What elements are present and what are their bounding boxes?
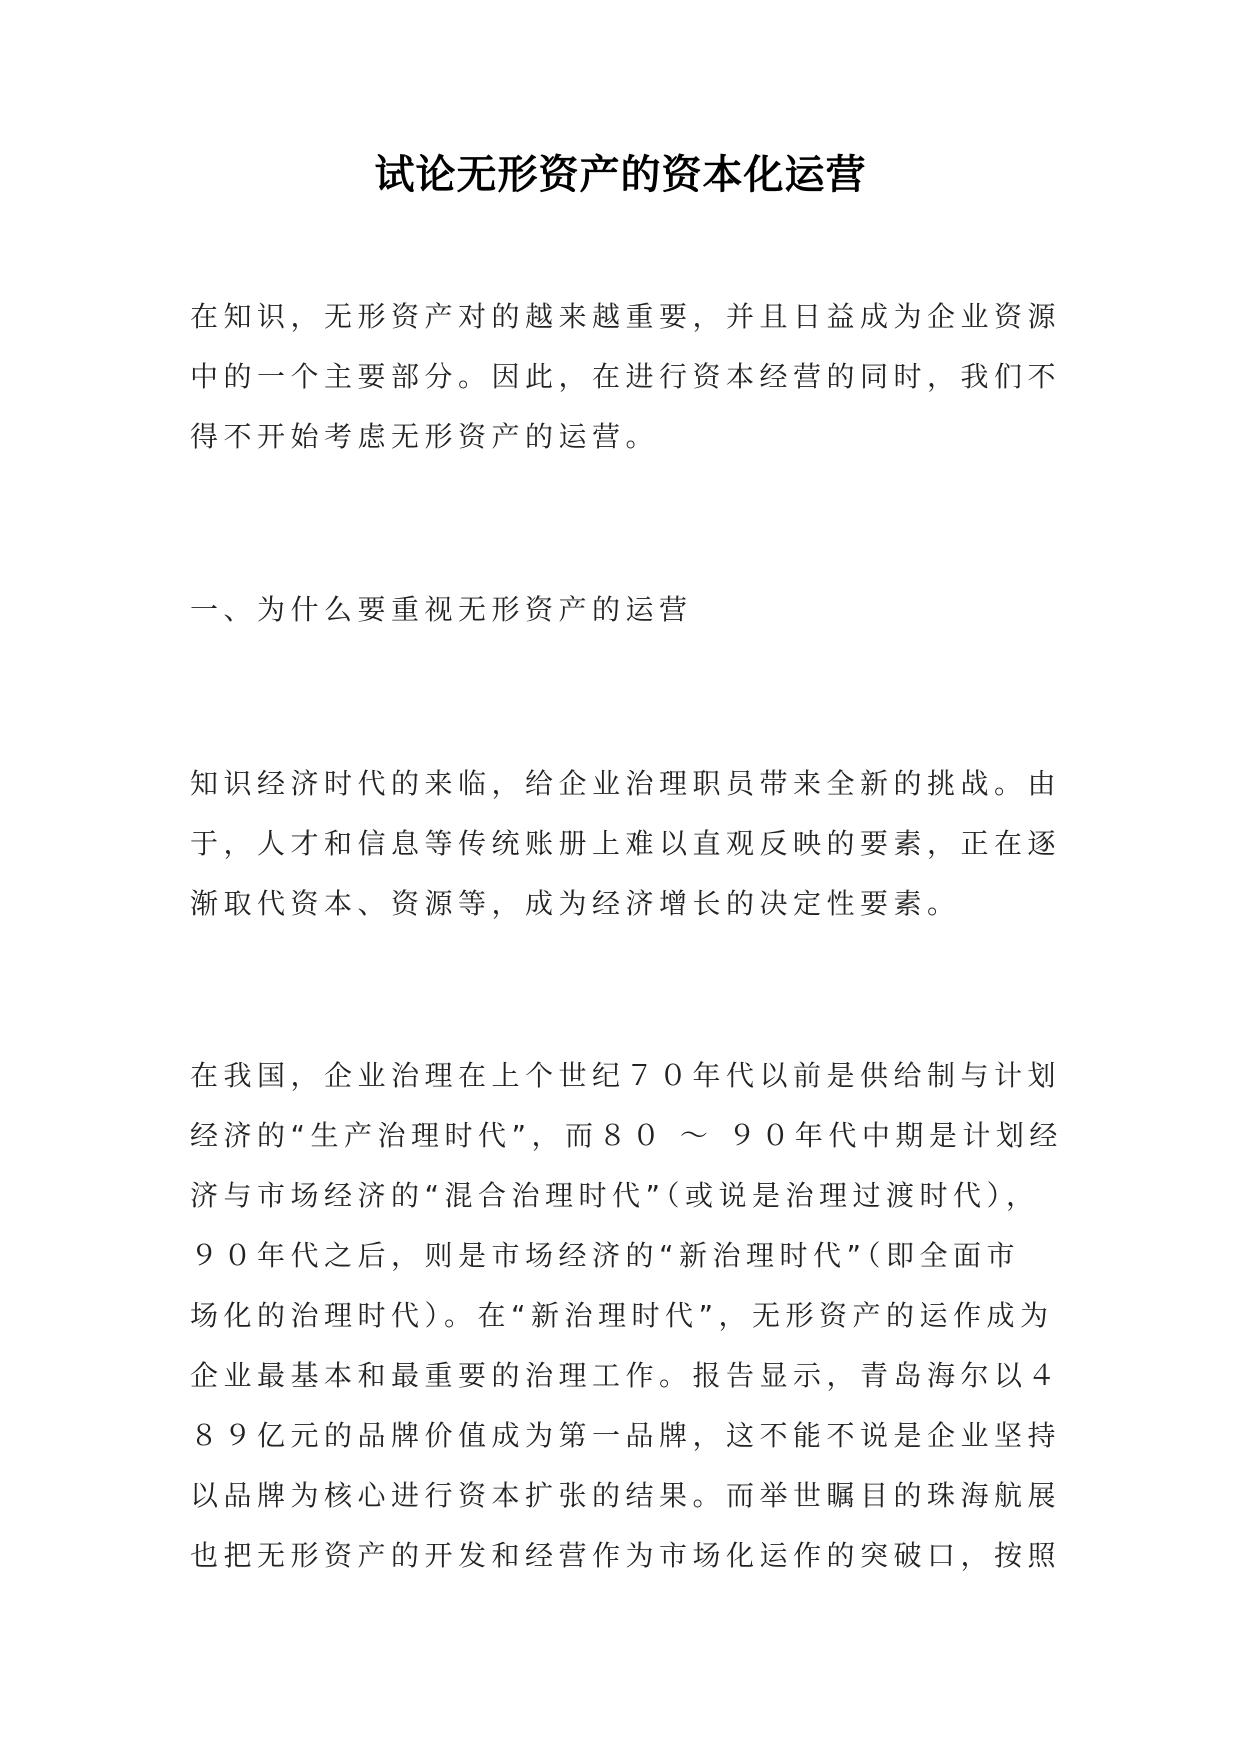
- text-line: 于，人才和信息等传统账册上难以直观反映的要素，正在逐: [190, 827, 1062, 860]
- document-title: 试论无形资产的资本化运营: [374, 151, 867, 198]
- text-line: 以品牌为核心进行资本扩张的结果。而举世瞩目的珠海航展: [190, 1479, 1062, 1512]
- text-line: 在我国，企业治理在上个世纪７０年代以前是供给制与计划: [190, 1059, 1062, 1092]
- text-line: ８９亿元的品牌价值成为第一品牌，这不能不说是企业坚持: [190, 1419, 1062, 1452]
- text-line: 得不开始考虑无形资产的运营。: [190, 420, 660, 453]
- text-line: 也把无形资产的开发和经营作为市场化运作的突破口，按照: [190, 1539, 1062, 1572]
- paragraph-knowledge-economy: [190, 754, 1060, 934]
- text-line: 经济的“生产治理时代”，而８０ ～ ９０年代中期是计划经: [190, 1119, 1063, 1152]
- section-heading-text: 一、为什么要重视无形资产的运营: [190, 593, 693, 626]
- paragraph-intro: [190, 287, 1060, 467]
- section-heading: [190, 580, 1060, 640]
- text-line: 场化的治理时代）。在“新治理时代”，无形资产的运作成为: [190, 1299, 1054, 1332]
- text-line: 渐取代资本、资源等，成为经济增长的决定性要素。: [190, 887, 961, 920]
- text-line: ９０年代之后，则是市场经济的“新治理时代”（即全面市: [190, 1239, 1021, 1272]
- paragraph-china-management: [190, 1046, 1063, 1586]
- text-line: 济与市场经济的“混合治理时代”（或说是治理过渡时代），: [190, 1179, 1040, 1212]
- text-line: 中的一个主要部分。因此，在进行资本经营的同时，我们不: [190, 360, 1062, 393]
- text-line: 企业最基本和最重要的治理工作。报告显示，青岛海尔以４: [190, 1359, 1062, 1392]
- text-line: 知识经济时代的来临，给企业治理职员带来全新的挑战。由: [190, 767, 1062, 800]
- text-line: 在知识，无形资产对的越来越重要，并且日益成为企业资源: [190, 300, 1062, 333]
